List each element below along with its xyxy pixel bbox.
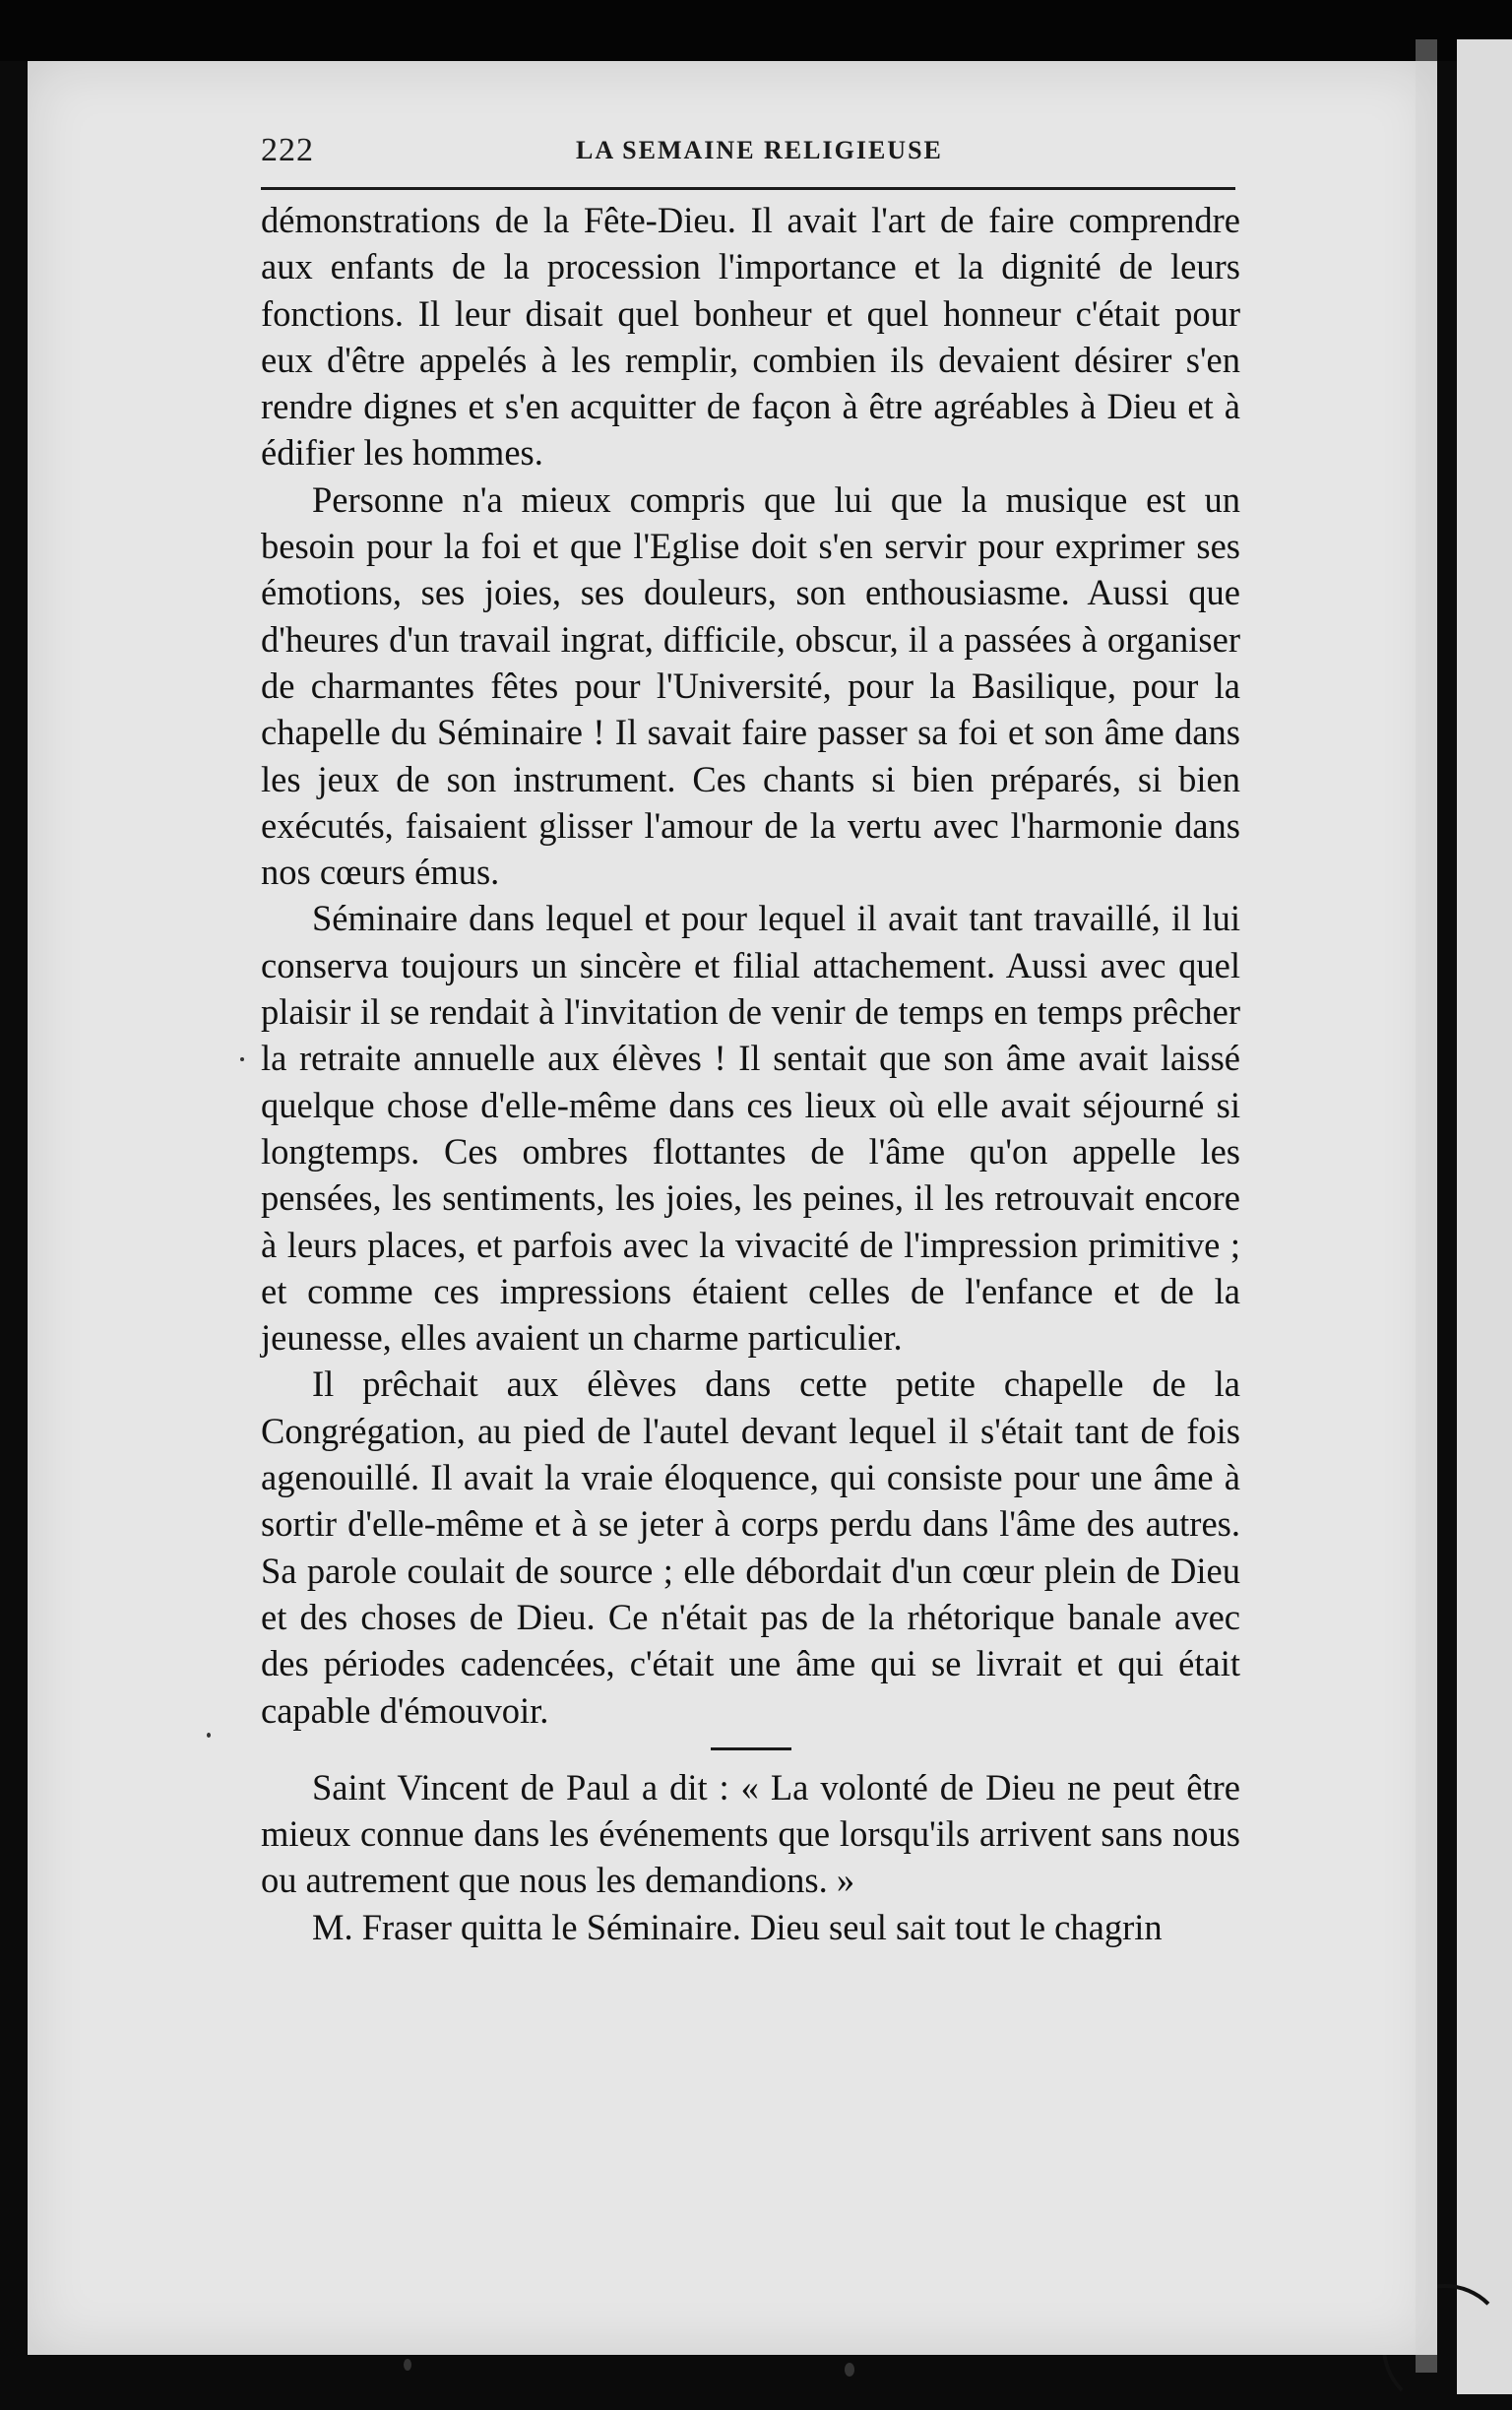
paragraph: Personne n'a mieux compris que lui que la musique est un besoin pour la foi et que l'Eglise doit s'en servir pour exprimer ses émotions, ses joies, ses douleurs, son enthousiasme. Aussi que d'heures d'un travail ingrat, difficile, obscur, il a passées à organiser de charmantes fêtes pour l'Université, pour la Basilique, pour la chapelle du Séminaire ! Il savait faire passer sa foi et son âme dans les jeux de son instrument. Ces chants si bien préparés, si bien exécutés, faisaient glisser l'amour de la vertu avec l'harmonie dans nos cœurs émus.: [261, 478, 1240, 893]
scan-speck: [207, 1733, 211, 1738]
adjacent-page-edge: [1457, 39, 1512, 2394]
paragraph: M. Fraser quitta le Séminaire. Dieu seul sait tout le chagrin: [312, 1906, 1163, 1947]
running-title: LA SEMAINE RELIGIEUSE: [576, 136, 943, 164]
scan-speck: [404, 2359, 411, 2371]
paragraph: démonstrations de la Fête-Dieu. Il avait l'art de faire comprendre aux enfants de la procession l'importance et la dignité de leurs fonctions. Il leur disait quel bonheur et quel honneur c'était pour eux d'être appelés à les remplir, combien ils devaient désirer s'en rendre dignes et s'en acquitter de façon à être agréables à Dieu et à édifier les hommes.: [261, 200, 1240, 474]
header-rule: [261, 187, 1235, 190]
page-fold-shadow: [1416, 39, 1437, 2373]
paragraph: Il prêchait aux élèves dans cette petite chapelle de la Congrégation, au pied de l'autel devant lequel il s'était tant de fois agenouillé. Il avait la vraie éloquence, qui consiste pour une âme à sortir d'elle-même et à se jeter à corps perdu dans l'âme des autres. Sa parole coulait de source ; elle débordait d'un cœur plein de Dieu et des choses de Dieu. Ce n'était pas de la rhétorique banale avec des périodes cadencées, c'était une âme qui se livrait et qui était capable d'émouvoir.: [261, 1364, 1240, 1731]
scan-speck: [240, 1057, 244, 1061]
page-number: 222: [261, 132, 314, 168]
page-header: [261, 128, 1235, 187]
body-text: [261, 197, 1240, 1950]
scan-speck: [845, 2363, 854, 2377]
paragraph: Saint Vincent de Paul a dit : « La volonté de Dieu ne peut être mieux connue dans les événements que lorsqu'ils arrivent sans nous ou autrement que nous les demandions. »: [261, 1766, 1240, 1901]
section-separator: [711, 1747, 791, 1750]
scan-top-border: [0, 0, 1512, 61]
paragraph: Séminaire dans lequel et pour lequel il avait tant travaillé, il lui conserva toujours un sincère et filial attachement. Aussi avec quel plaisir il se rendait à l'invitation de venir de temps en temps prêcher la retraite annuelle aux élèves ! Il sentait que son âme avait laissé quelque chose d'elle-même dans ces lieux où elle avait séjourné si longtemps. Ces ombres flottantes de l'âme qu'on appelle les pensées, les sentiments, les joies, les peines, il les retrouvait encore à leurs places, et parfois avec la vivacité de l'impression primitive ; et comme ces impressions étaient celles de l'enfance et de la jeunesse, elles avaient un charme particulier.: [261, 898, 1240, 1359]
